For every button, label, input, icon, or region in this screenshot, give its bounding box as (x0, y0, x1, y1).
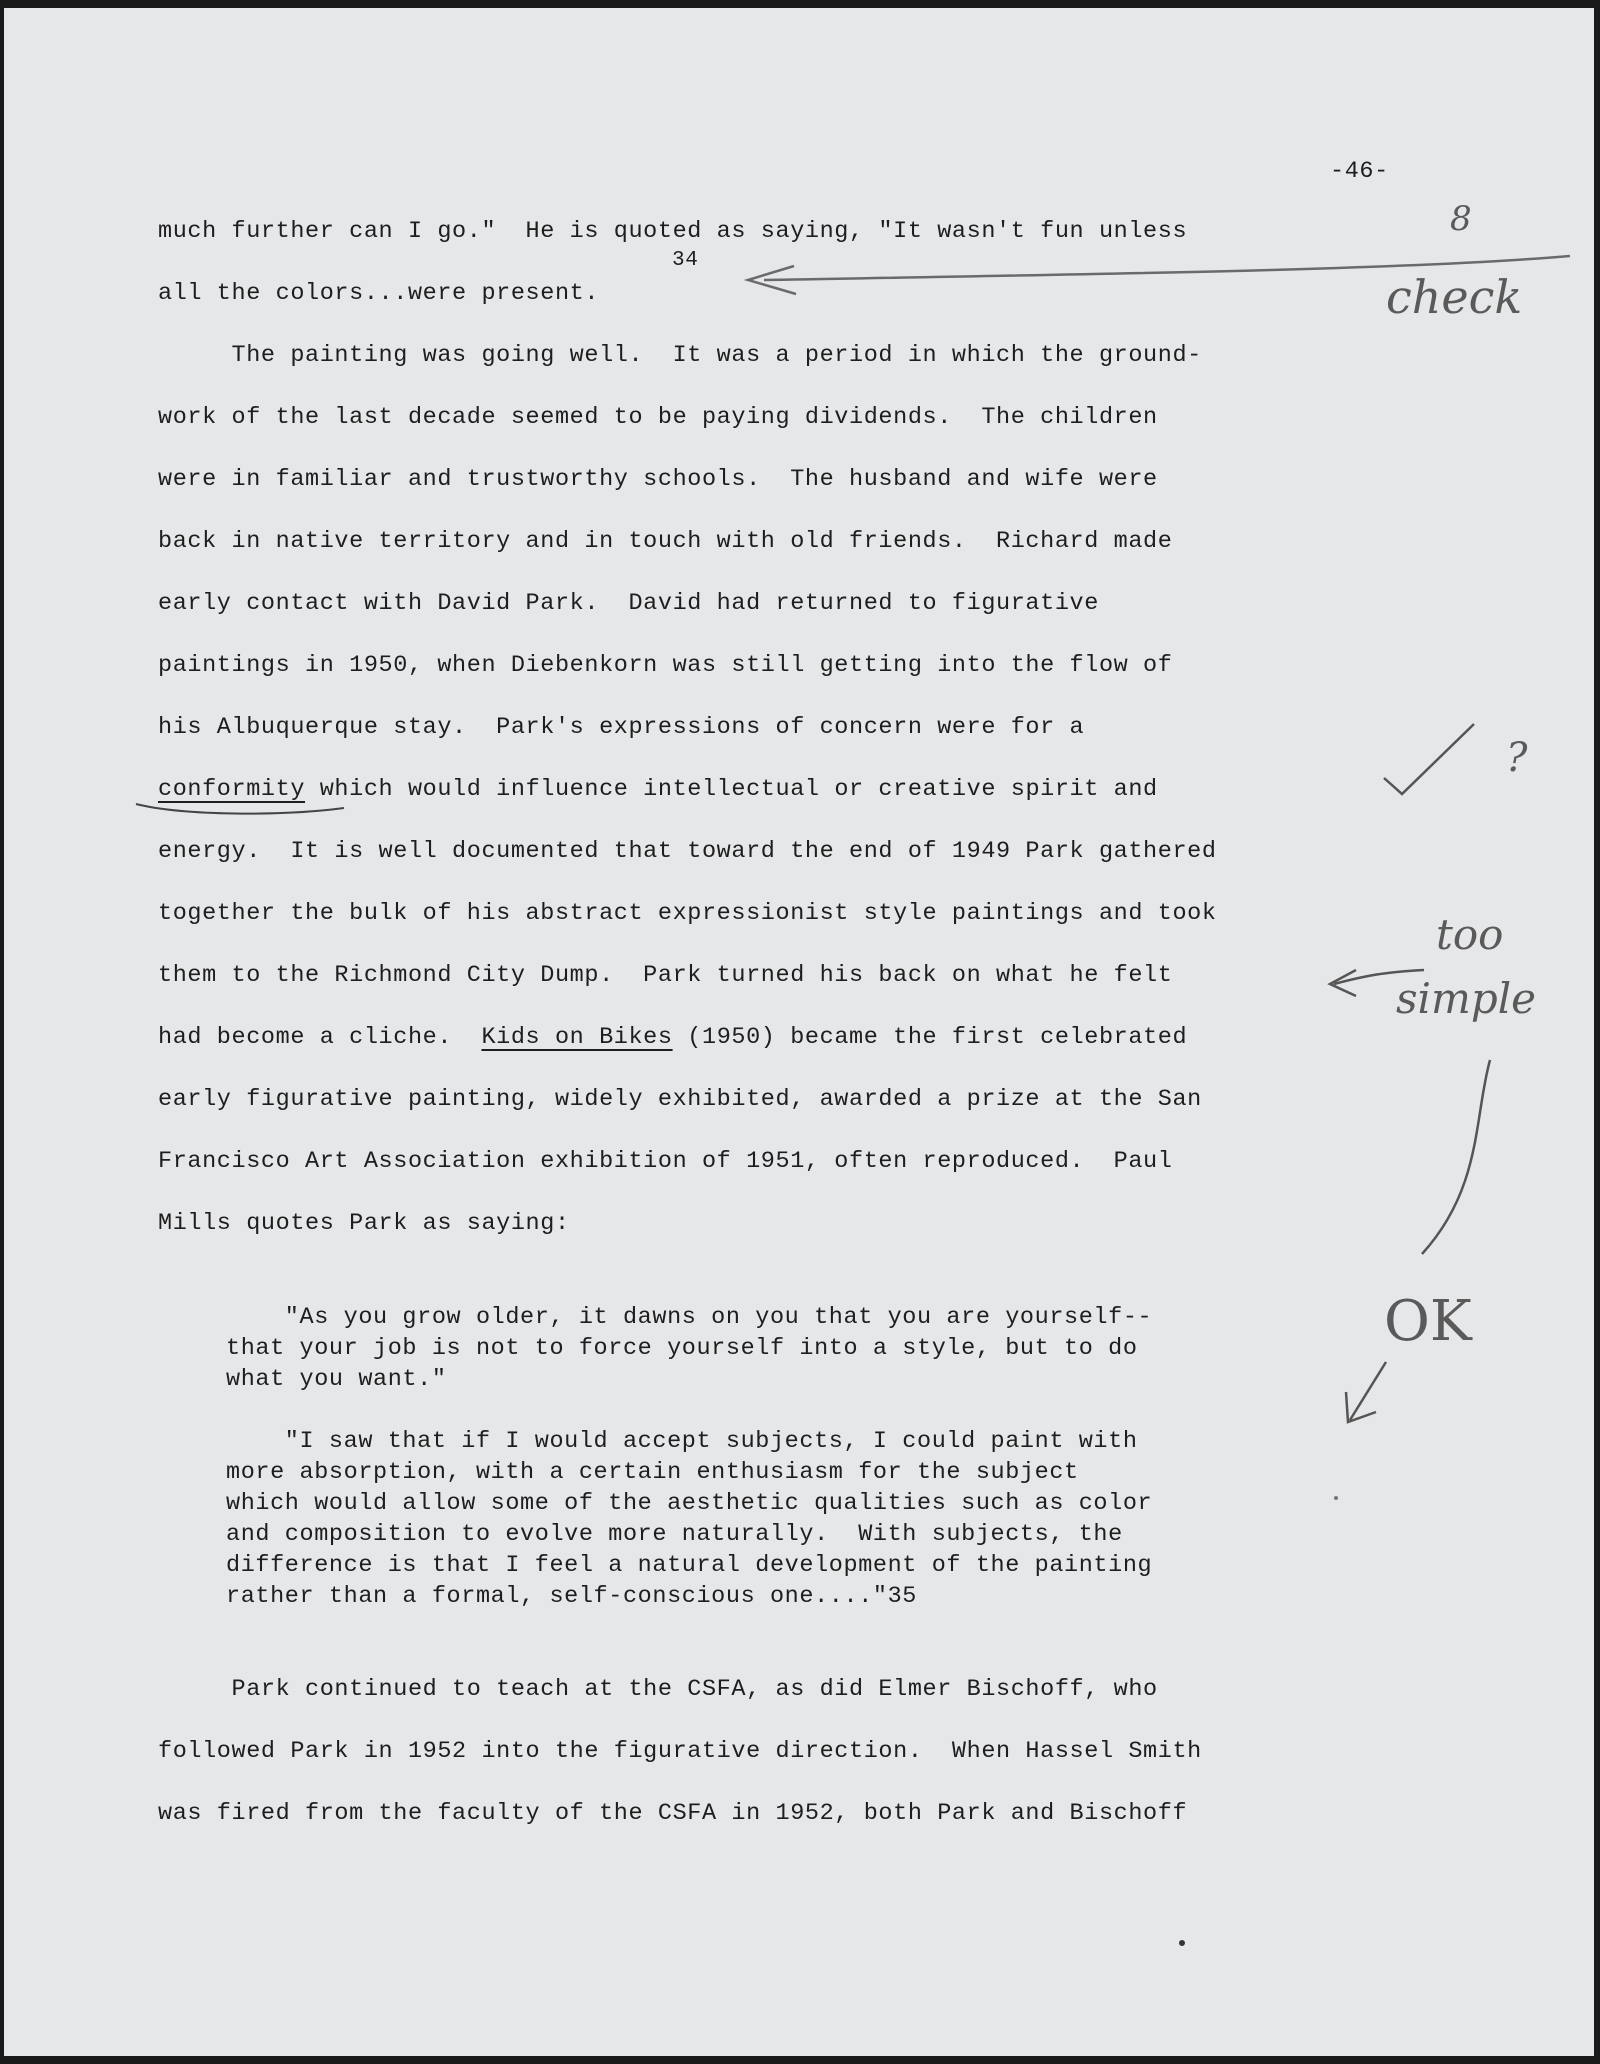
check-mark (1384, 724, 1474, 794)
body-line: all the colors...were present. (158, 280, 600, 307)
annotation-check-symbol: 8 (1450, 199, 1472, 239)
body-line: followed Park in 1952 into the figurative direction. When Hassel Smith (158, 1738, 1202, 1765)
annotation-ok: OK (1384, 1289, 1472, 1354)
body-line: his Albuquerque stay. Park's expressions of concern were for a (158, 714, 1085, 741)
margin-curve (1422, 1060, 1490, 1254)
document-page (4, 8, 1594, 2056)
quote-line: what you want." (226, 1366, 447, 1393)
footnote-reference: 34 (672, 249, 699, 272)
quote-line: that your job is not to force yourself into a style, but to do (226, 1335, 1138, 1362)
quote-line: "I saw that if I would accept subjects, I could paint with (226, 1428, 1138, 1455)
quote-line: difference is that I feel a natural development of the painting (226, 1552, 1153, 1579)
body-line: Francisco Art Association exhibition of 1951, often reproduced. Paul (158, 1148, 1173, 1175)
annotation-check: check (1386, 270, 1523, 324)
quote-line: more absorption, with a certain enthusiasm for the subject (226, 1459, 1079, 1486)
quote-line: "As you grow older, it dawns on you that you are yourself-- (226, 1304, 1153, 1331)
body-line-before: had become a cliche. (158, 1024, 482, 1051)
body-line: back in native territory and in touch with old friends. Richard made (158, 528, 1173, 555)
quote-line: rather than a formal, self-conscious one...."35 (226, 1583, 918, 1610)
quote-line: which would allow some of the aesthetic qualities such as color (226, 1490, 1153, 1517)
body-line: early figurative painting, widely exhibited, awarded a prize at the San (158, 1086, 1202, 1113)
body-line: them to the Richmond City Dump. Park turned his back on what he felt (158, 962, 1173, 989)
body-line: paintings in 1950, when Diebenkorn was still getting into the flow of (158, 652, 1173, 679)
body-line-conformity (158, 778, 1158, 802)
page-number: -46- (1330, 158, 1389, 185)
body-line: work of the last decade seemed to be paying dividends. The children (158, 404, 1158, 431)
body-line: much further can I go." He is quoted as saying, "It wasn't fun unless (158, 218, 1188, 245)
ok-arrow (1350, 1362, 1386, 1420)
annotation-question: ? (1506, 735, 1528, 781)
underlined-word: conformity (158, 776, 306, 803)
body-line: energy. It is well documented that toward the end of 1949 Park gathered (158, 838, 1217, 865)
annotation-simple: simple (1396, 974, 1536, 1023)
artwork-title: Kids on Bikes (481, 1024, 673, 1051)
body-line-artwork-title (158, 1026, 1187, 1050)
body-line: together the bulk of his abstract expressionist style paintings and took (158, 900, 1217, 927)
annotation-too: too (1436, 910, 1504, 959)
body-line: were in familiar and trustworthy schools. The husband and wife were (158, 466, 1158, 493)
quote-line: and composition to evolve more naturally. With subjects, the (226, 1521, 1123, 1548)
conformity-curve (136, 804, 344, 814)
body-line: early contact with David Park. David had returned to figurative (158, 590, 1099, 617)
body-line: Park continued to teach at the CSFA, as did Elmer Bischoff, who (158, 1676, 1158, 1703)
body-line: The painting was going well. It was a period in which the ground- (158, 342, 1202, 369)
body-line: Mills quotes Park as saying: (158, 1210, 570, 1237)
body-line-rest: which would influence intellectual or creative spirit and (305, 776, 1158, 803)
arrow-head-felt (1330, 970, 1356, 996)
body-line-after: (1950) became the first celebrated (672, 1024, 1188, 1051)
body-line: was fired from the faculty of the CSFA in 1952, both Park and Bischoff (158, 1800, 1188, 1827)
